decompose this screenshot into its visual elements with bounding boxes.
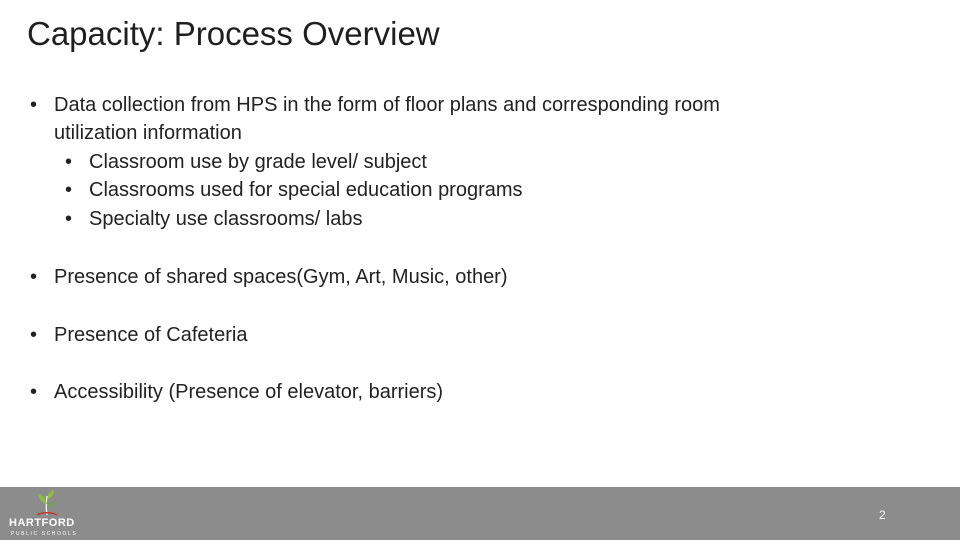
bullet-item: [30, 378, 444, 407]
page-number: 2: [879, 508, 886, 522]
sub-bullet-text: Specialty use classrooms/ labs: [89, 208, 363, 230]
bullet-marker: •: [30, 266, 38, 288]
sub-bullet-item: [65, 205, 363, 234]
bullet-item: [30, 263, 508, 292]
sub-bullet-item: [65, 176, 523, 205]
slide-title: Capacity: Process Overview: [27, 15, 440, 52]
bullet-marker: •: [30, 381, 38, 403]
bullet-text: Presence of Cafeteria: [54, 324, 248, 346]
bullet-marker: •: [65, 179, 73, 201]
bullet-item: [30, 91, 720, 120]
bullet-item: [30, 321, 248, 350]
bullet-item-continuation: [54, 119, 242, 148]
hartford-public-schools-logo: [0, 487, 96, 540]
bullet-marker: •: [65, 208, 73, 230]
logo-subtext: PUBLIC SCHOOLS: [11, 531, 78, 537]
bullet-text: Presence of shared spaces(Gym, Art, Music, other): [54, 266, 508, 288]
bullet-text: Accessibility (Presence of elevator, barriers): [54, 381, 444, 403]
bullet-marker: •: [30, 324, 38, 346]
bullet-marker: •: [30, 94, 38, 116]
footer-bar: [0, 487, 960, 540]
logo-text: HARTFORD: [9, 517, 75, 529]
bullet-text: utilization information: [54, 122, 242, 144]
bullet-text: Data collection from HPS in the form of floor plans and corresponding room: [54, 94, 720, 116]
sub-bullet-text: Classrooms used for special education programs: [89, 179, 523, 201]
bullet-marker: •: [65, 151, 73, 173]
sub-bullet-item: [65, 148, 427, 177]
sub-bullet-text: Classroom use by grade level/ subject: [89, 151, 427, 173]
